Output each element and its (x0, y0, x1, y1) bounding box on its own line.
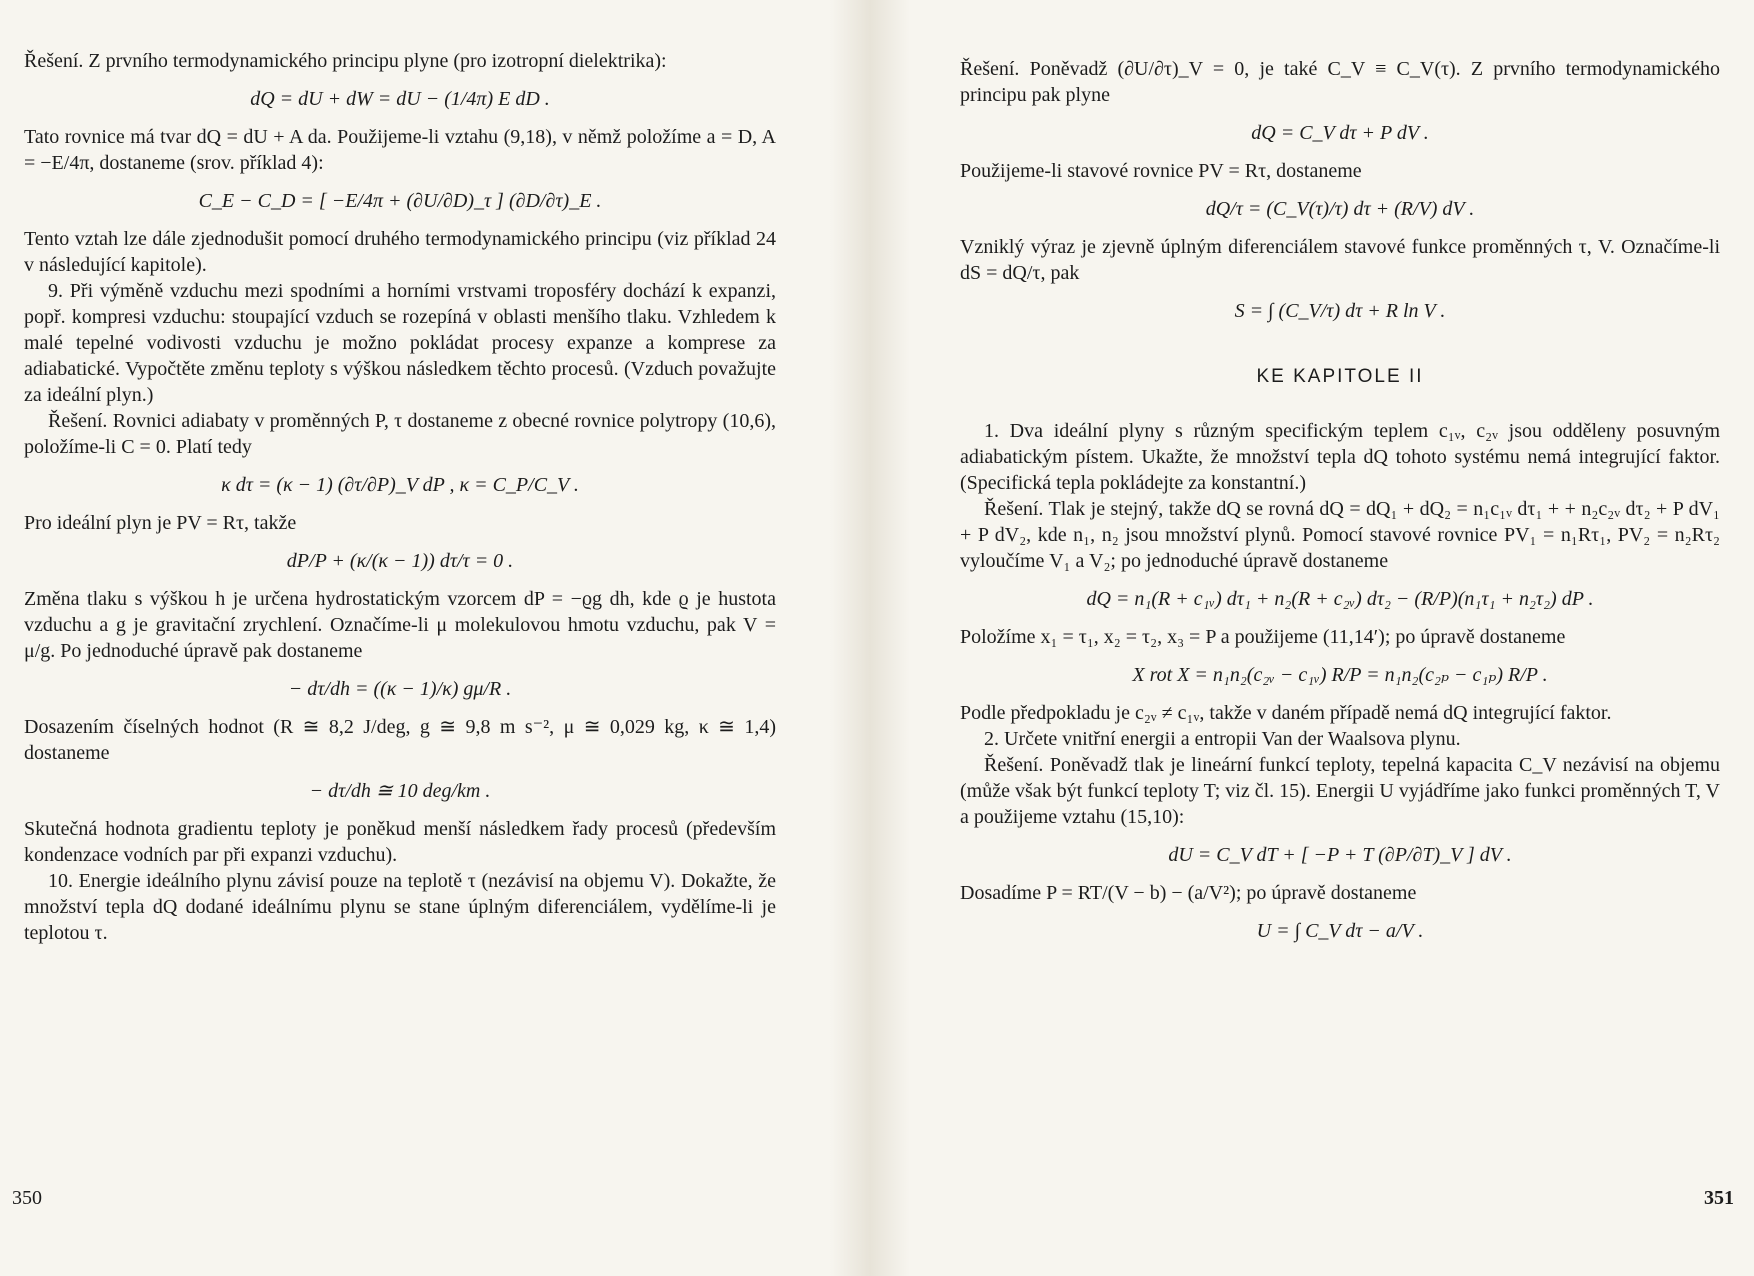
equation: S = ∫ (C_V/τ) dτ + R ln V . (1234, 300, 1446, 322)
paragraph: Řešení. Poněvadž tlak je lineární funkcí teploty, tepelná kapacita C_V nezávisí na objemu (může však být funkcí teploty T; viz čl. 15). Energii U vyjádříme jako funkci proměnných T, V a použijeme vztahu (15,10): (960, 754, 1720, 828)
equation: dQ = C_V dτ + P dV . (1251, 122, 1429, 144)
equation: − dτ/dh = ((κ − 1)/κ) gμ/R . (288, 678, 512, 700)
paragraph: Použijeme-li stavové rovnice PV = Rτ, dostaneme (960, 160, 1362, 182)
equation: dP/P + (κ/(κ − 1)) dτ/τ = 0 . (286, 550, 514, 572)
equation: dU = C_V dT + [ −P + T (∂P/∂T)_V ] dV . (1168, 844, 1512, 866)
equation: U = ∫ C_V dτ − a/V . (1256, 920, 1424, 942)
right-page (960, 0, 1720, 1276)
equation: κ dτ = (κ − 1) (∂τ/∂P)_V dP , κ = C_P/C_V . (221, 474, 579, 496)
paragraph: Vzniklý výraz je zjevně úplným diferenciálem stavové funkce proměnných τ, V. Označíme-li dS = dQ/τ, pak (960, 236, 1720, 284)
equation: C_E − C_D = [ −E/4π + (∂U/∂D)_τ ] (∂D/∂τ)_E . (198, 190, 602, 212)
paragraph: 9. Při výměně vzduchu mezi spodními a horními vrstvami troposféry dochází k expanzi, popř. kompresi vzduchu: stoupající vzduch se rozepíná v oblasti menšího tlaku. Vzhledem k malé tepelné vodivosti vzduchu je možno pokládat procesy expanze a komprese za adiabatické. Vypočtěte změnu teploty s výškou následkem těchto procesů. (Vzduch považujte za ideální plyn.) (24, 280, 776, 406)
left-page (0, 0, 800, 1276)
equation: X rot X = n₁n₂(c₂ᵥ − c₁ᵥ) R/P = n₁n₂(c₂ₚ − c₁ₚ) R/P . (1132, 664, 1548, 686)
paragraph: Změna tlaku s výškou h je určena hydrostatickým vzorcem dP = −ϱg dh, kde ϱ je hustota vzduchu a g je gravitační zrychlení. Označíme-li μ molekulovou hmotu vzduchu, pak V = μ/g. Po jednoduché úpravě pak dostaneme (24, 588, 776, 662)
paragraph: Podle předpokladu je c₂ᵥ ≠ c₁ᵥ, takže v daném případě nemá dQ integrující faktor. (960, 702, 1612, 724)
page-number-left: 350 (12, 1187, 42, 1209)
paragraph: 1. Dva ideální plyny s různým specifickým teplem c₁ᵥ, c₂ᵥ jsou odděleny posuvným adiabatickým pístem. Ukažte, že množství tepla dQ tohoto systému nemá integrující faktor. (Specifická tepla pokládejte za konstantní.) (960, 420, 1720, 494)
paragraph: 2. Určete vnitřní energii a entropii Van der Waalsova plynu. (984, 728, 1461, 750)
paragraph: Řešení. Poněvadž (∂U/∂τ)_V = 0, je také C_V ≡ C_V(τ). Z prvního termodynamického principu pak plyne (960, 58, 1720, 106)
book-gutter (830, 0, 910, 1276)
equation: dQ = dU + dW = dU − (1/4π) E dD . (250, 88, 550, 110)
page-number-right: 351 (1704, 1187, 1734, 1209)
chapter-heading: KE KAPITOLE II (1256, 366, 1424, 387)
equation: dQ = n₁(R + c₁ᵥ) dτ₁ + n₂(R + c₂ᵥ) dτ₂ − (R/P)(n₁τ₁ + n₂τ₂) dP . (1086, 588, 1594, 610)
paragraph: Dosadíme P = RT/(V − b) − (a/V²); po úpravě dostaneme (960, 882, 1417, 904)
paragraph: Řešení. Rovnici adiabaty v proměnných P, τ dostaneme z obecné rovnice polytropy (10,6), položíme-li C = 0. Platí tedy (24, 410, 776, 458)
right-page-content (960, 56, 1720, 946)
paragraph: Tato rovnice má tvar dQ = dU + A da. Použijeme-li vztahu (9,18), v němž položíme a = D, A = −E/4π, dostaneme (srov. příklad 4): (24, 126, 776, 174)
paragraph: Skutečná hodnota gradientu teploty je poněkud menší následkem řady procesů (především kondenzace vodních par při expanzi vzduchu). (24, 818, 776, 866)
equation: − dτ/dh ≅ 10 deg/km . (309, 780, 491, 802)
equation: dQ/τ = (C_V(τ)/τ) dτ + (R/V) dV . (1205, 198, 1475, 220)
paragraph: 10. Energie ideálního plynu závisí pouze na teplotě τ (nezávisí na objemu V). Dokažte, že množství tepla dQ dodané ideálnímu plynu se stane úplným diferenciálem, vydělíme-li je teplotou τ. (24, 870, 776, 944)
paragraph: Tento vztah lze dále zjednodušit pomocí druhého termodynamického principu (viz příklad 24 v následující kapitole). (24, 228, 776, 276)
paragraph: Řešení. Tlak je stejný, takže dQ se rovná dQ = dQ₁ + dQ₂ = n₁c₁ᵥ dτ₁ + + n₂c₂ᵥ dτ₂ + P dV₁ + P dV₂, kde n₁, n₂ jsou množství plynů. Pomocí stavové rovnice PV₁ = n₁Rτ₁, PV₂ = n₂Rτ₂ vyloučíme V₁ a V₂; po jednoduché úpravě dostaneme (960, 498, 1720, 572)
left-page-content (24, 48, 776, 946)
paragraph: Řešení. Z prvního termodynamického principu plyne (pro izotropní dielektrika): (24, 50, 667, 72)
paragraph: Dosazením číselných hodnot (R ≅ 8,2 J/deg, g ≅ 9,8 m s⁻², μ ≅ 0,029 kg, κ ≅ 1,4) dostaneme (24, 716, 776, 764)
paragraph: Položíme x₁ = τ₁, x₂ = τ₂, x₃ = P a použijeme (11,14′); po úpravě dostaneme (960, 626, 1566, 648)
paragraph: Pro ideální plyn je PV = Rτ, takže (24, 512, 297, 534)
